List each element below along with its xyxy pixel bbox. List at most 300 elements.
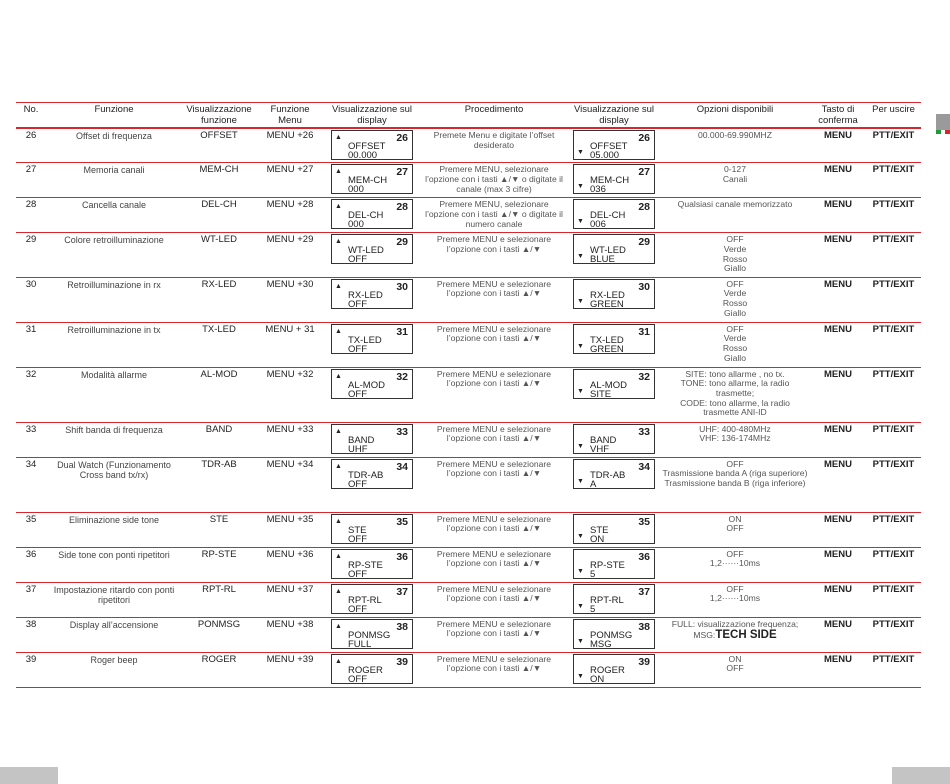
arrow-down-icon: ▼ bbox=[577, 149, 584, 157]
menu-function: MENU +34 bbox=[256, 457, 324, 512]
row-number: 33 bbox=[16, 422, 46, 457]
lcd-channel: 30 bbox=[638, 280, 650, 293]
options-available bbox=[660, 582, 810, 617]
function-name: Retroilluminazione in tx bbox=[46, 322, 182, 367]
lcd-line-2: 000 bbox=[348, 184, 364, 196]
lcd-result-cell bbox=[568, 617, 660, 652]
italian-flag-icon bbox=[936, 130, 950, 134]
lcd-channel: 28 bbox=[396, 201, 408, 214]
page-corner-right bbox=[892, 767, 950, 784]
row-number: 32 bbox=[16, 367, 46, 422]
lcd-display-initial bbox=[331, 424, 413, 454]
lcd-display-result bbox=[573, 369, 655, 399]
exit-key: PTT/EXIT bbox=[866, 582, 921, 617]
function-name: Eliminazione side tone bbox=[46, 512, 182, 547]
display-function: DEL-CH bbox=[182, 198, 256, 233]
lcd-line-2: 5 bbox=[590, 568, 596, 580]
options-available bbox=[660, 457, 810, 512]
lcd-line-1: DEL-CH bbox=[590, 210, 626, 222]
lcd-line-2: 05.000 bbox=[590, 150, 620, 162]
lcd-initial-cell bbox=[324, 457, 420, 512]
lcd-line-2: GREEN bbox=[590, 343, 624, 355]
lcd-line-1: OFFSET bbox=[590, 141, 628, 153]
exit-key: PTT/EXIT bbox=[866, 163, 921, 198]
row-number: 27 bbox=[16, 163, 46, 198]
table-row bbox=[16, 512, 921, 547]
display-function: OFFSET bbox=[182, 128, 256, 163]
function-name: Display all’accensione bbox=[46, 617, 182, 652]
arrow-up-icon: ▲ bbox=[335, 372, 342, 380]
header-options: Opzioni disponibili bbox=[660, 103, 810, 129]
lcd-result-cell bbox=[568, 547, 660, 582]
procedure: Premere MENU e selezionare l’opzione con i tasti ▲/▼ bbox=[420, 547, 568, 582]
procedure: Premere MENU, selezionare l’opzione con i tasti ▲/▼ o digitate il canale (max 3 cifre) bbox=[420, 163, 568, 198]
lcd-line-1: RPT-RL bbox=[590, 594, 624, 606]
lcd-line-2: OFF bbox=[348, 298, 367, 310]
lcd-channel: 37 bbox=[638, 585, 650, 598]
menu-function: MENU + 31 bbox=[256, 322, 324, 367]
menu-functions-table bbox=[16, 102, 921, 688]
function-name: Dual Watch (Funzionamento Cross band tx/rx) bbox=[46, 457, 182, 512]
options-text: SITE: tono allarme , no tx. TONE: tono allarme, la radio trasmette; CODE: tono allarme, la radio trasmette ANI-ID bbox=[680, 368, 790, 418]
arrow-down-icon: ▼ bbox=[577, 218, 584, 226]
lcd-line-2: OFF bbox=[348, 533, 367, 545]
confirm-key: MENU bbox=[810, 367, 866, 422]
table-row bbox=[16, 652, 921, 687]
options-highlight: TECH SIDE bbox=[715, 629, 777, 642]
lcd-display-result bbox=[573, 279, 655, 309]
arrow-up-icon: ▲ bbox=[335, 587, 342, 595]
options-available bbox=[660, 367, 810, 422]
exit-key: PTT/EXIT bbox=[866, 652, 921, 687]
confirm-key: MENU bbox=[810, 457, 866, 512]
options-available bbox=[660, 198, 810, 233]
options-text: ON OFF bbox=[726, 513, 744, 534]
menu-function: MENU +27 bbox=[256, 163, 324, 198]
arrow-down-icon: ▼ bbox=[577, 602, 584, 610]
arrow-up-icon: ▲ bbox=[335, 238, 342, 246]
exit-key: PTT/EXIT bbox=[866, 547, 921, 582]
function-name: Roger beep bbox=[46, 652, 182, 687]
table-row bbox=[16, 582, 921, 617]
confirm-key: MENU bbox=[810, 233, 866, 278]
function-name: Impostazione ritardo con ponti ripetitori bbox=[46, 582, 182, 617]
lcd-line-1: TDR-AB bbox=[590, 469, 626, 481]
lcd-line-2: FULL bbox=[348, 638, 372, 650]
lcd-channel: 29 bbox=[396, 236, 408, 249]
lcd-channel: 32 bbox=[638, 370, 650, 383]
confirm-key: MENU bbox=[810, 512, 866, 547]
table-header-row bbox=[16, 103, 921, 129]
procedure: Premete Menu e digitate l’offset desiderato bbox=[420, 128, 568, 163]
table-row bbox=[16, 128, 921, 163]
options-text: Qualsiasi canale memorizzato bbox=[677, 199, 793, 210]
lcd-display-result bbox=[573, 324, 655, 354]
lcd-line-1: RPT-RL bbox=[348, 594, 382, 606]
lcd-result-cell bbox=[568, 367, 660, 422]
arrow-down-icon: ▼ bbox=[577, 253, 584, 261]
table-row bbox=[16, 367, 921, 422]
exit-key: PTT/EXIT bbox=[866, 277, 921, 322]
options-text: OFF Verde Rosso Giallo bbox=[722, 278, 748, 318]
lcd-line-1: PONMSG bbox=[590, 629, 633, 641]
lcd-display-initial bbox=[331, 130, 413, 160]
display-function: RPT-RL bbox=[182, 582, 256, 617]
function-name: Side tone con ponti ripetitori bbox=[46, 547, 182, 582]
arrow-down-icon: ▼ bbox=[577, 342, 584, 350]
row-number: 36 bbox=[16, 547, 46, 582]
menu-function: MENU +38 bbox=[256, 617, 324, 652]
header-display-function: Visualizzazione funzione bbox=[182, 103, 256, 129]
confirm-key: MENU bbox=[810, 163, 866, 198]
lcd-initial-cell bbox=[324, 422, 420, 457]
lcd-display-result bbox=[573, 549, 655, 579]
lcd-channel: 31 bbox=[396, 325, 408, 338]
lcd-line-1: BAND bbox=[348, 434, 375, 446]
function-name: Offset di frequenza bbox=[46, 128, 182, 163]
lcd-display-initial bbox=[331, 619, 413, 649]
lcd-channel: 37 bbox=[396, 585, 408, 598]
lcd-line-2: 006 bbox=[590, 219, 606, 231]
procedure: Premere MENU e selezionare l’opzione con i tasti ▲/▼ bbox=[420, 617, 568, 652]
lcd-line-1: BAND bbox=[590, 434, 617, 446]
lcd-result-cell bbox=[568, 512, 660, 547]
lcd-initial-cell bbox=[324, 652, 420, 687]
confirm-key: MENU bbox=[810, 652, 866, 687]
lcd-line-2: 036 bbox=[590, 184, 606, 196]
menu-function: MENU +36 bbox=[256, 547, 324, 582]
header-menu-function: Funzione Menu bbox=[256, 103, 324, 129]
procedure: Premere MENU e selezionare l’opzione con i tasti ▲/▼ bbox=[420, 422, 568, 457]
function-name: Modalità allarme bbox=[46, 367, 182, 422]
function-name: Shift banda di frequenza bbox=[46, 422, 182, 457]
lcd-initial-cell bbox=[324, 322, 420, 367]
lcd-line-1: TDR-AB bbox=[348, 469, 384, 481]
lcd-result-cell bbox=[568, 128, 660, 163]
lcd-result-cell bbox=[568, 422, 660, 457]
table-row bbox=[16, 198, 921, 233]
lcd-display-initial bbox=[331, 324, 413, 354]
lcd-channel: 35 bbox=[396, 515, 408, 528]
display-function: AL-MOD bbox=[182, 367, 256, 422]
display-function: STE bbox=[182, 512, 256, 547]
lcd-line-2: GREEN bbox=[590, 298, 624, 310]
function-name: Memoria canali bbox=[46, 163, 182, 198]
lcd-display-initial bbox=[331, 654, 413, 684]
exit-key: PTT/EXIT bbox=[866, 128, 921, 163]
function-name: Retroilluminazione in rx bbox=[46, 277, 182, 322]
arrow-up-icon: ▲ bbox=[335, 657, 342, 665]
lcd-line-1: DEL-CH bbox=[348, 210, 384, 222]
lcd-channel: 28 bbox=[638, 201, 650, 214]
exit-key: PTT/EXIT bbox=[866, 512, 921, 547]
lcd-channel: 33 bbox=[396, 425, 408, 438]
lcd-display-initial bbox=[331, 234, 413, 264]
lcd-channel: 39 bbox=[638, 655, 650, 668]
lcd-initial-cell bbox=[324, 277, 420, 322]
options-available bbox=[660, 322, 810, 367]
lcd-initial-cell bbox=[324, 617, 420, 652]
lcd-display-result bbox=[573, 164, 655, 194]
row-number: 28 bbox=[16, 198, 46, 233]
arrow-up-icon: ▲ bbox=[335, 203, 342, 211]
menu-function: MENU +29 bbox=[256, 233, 324, 278]
arrow-up-icon: ▲ bbox=[335, 327, 342, 335]
options-text: OFF 1,2······10ms bbox=[709, 548, 761, 569]
table-row bbox=[16, 233, 921, 278]
row-number: 31 bbox=[16, 322, 46, 367]
lcd-line-1: OFFSET bbox=[348, 141, 386, 153]
lcd-line-2: ON bbox=[590, 533, 605, 545]
lcd-display-result bbox=[573, 619, 655, 649]
options-text: 00.000-69.990MHZ bbox=[697, 130, 773, 141]
row-number: 34 bbox=[16, 457, 46, 512]
lcd-display-result bbox=[573, 130, 655, 160]
options-available bbox=[660, 547, 810, 582]
table-row bbox=[16, 277, 921, 322]
options-available bbox=[660, 652, 810, 687]
lcd-result-cell bbox=[568, 233, 660, 278]
arrow-down-icon: ▼ bbox=[577, 637, 584, 645]
lcd-channel: 26 bbox=[638, 132, 650, 145]
lcd-channel: 34 bbox=[638, 460, 650, 473]
display-function: ROGER bbox=[182, 652, 256, 687]
menu-function: MENU +28 bbox=[256, 198, 324, 233]
lcd-channel: 27 bbox=[638, 166, 650, 179]
lcd-line-2: OFF bbox=[348, 388, 367, 400]
lcd-display-initial bbox=[331, 584, 413, 614]
lcd-line-2: SITE bbox=[590, 388, 612, 400]
confirm-key: MENU bbox=[810, 322, 866, 367]
exit-key: PTT/EXIT bbox=[866, 422, 921, 457]
lcd-line-1: WT-LED bbox=[348, 245, 384, 257]
arrow-up-icon: ▲ bbox=[335, 622, 342, 630]
options-text: FULL: visualizzazione frequenza; MSG: bbox=[671, 618, 799, 641]
options-text: 0-127 Canali bbox=[722, 164, 748, 184]
lcd-line-2: ON bbox=[590, 673, 605, 685]
page-edge-tab bbox=[936, 114, 950, 130]
menu-function: MENU +37 bbox=[256, 582, 324, 617]
header-confirm-key: Tasto di conferma bbox=[810, 103, 866, 129]
table-row bbox=[16, 163, 921, 198]
procedure: Premere MENU e selezionare l’opzione con i tasti ▲/▼ bbox=[420, 512, 568, 547]
lcd-channel: 33 bbox=[638, 425, 650, 438]
header-procedure: Procedimento bbox=[420, 103, 568, 129]
arrow-down-icon: ▼ bbox=[577, 567, 584, 575]
lcd-display-initial bbox=[331, 164, 413, 194]
menu-function: MENU +33 bbox=[256, 422, 324, 457]
display-function: MEM-CH bbox=[182, 163, 256, 198]
lcd-channel: 31 bbox=[638, 325, 650, 338]
lcd-channel: 35 bbox=[638, 515, 650, 528]
procedure: Premere MENU e selezionare l’opzione con i tasti ▲/▼ bbox=[420, 277, 568, 322]
confirm-key: MENU bbox=[810, 617, 866, 652]
row-number: 39 bbox=[16, 652, 46, 687]
lcd-line-2: OFF bbox=[348, 568, 367, 580]
table-row bbox=[16, 617, 921, 652]
lcd-line-1: AL-MOD bbox=[590, 379, 627, 391]
arrow-up-icon: ▲ bbox=[335, 168, 342, 176]
confirm-key: MENU bbox=[810, 547, 866, 582]
options-available bbox=[660, 617, 810, 652]
lcd-result-cell bbox=[568, 163, 660, 198]
options-text: UHF: 400-480MHz VHF: 136-174MHz bbox=[699, 423, 771, 444]
lcd-line-1: TX-LED bbox=[590, 334, 624, 346]
menu-function: MENU +39 bbox=[256, 652, 324, 687]
confirm-key: MENU bbox=[810, 198, 866, 233]
lcd-initial-cell bbox=[324, 547, 420, 582]
lcd-line-2: 000 bbox=[348, 219, 364, 231]
confirm-key: MENU bbox=[810, 128, 866, 163]
options-available bbox=[660, 512, 810, 547]
procedure: Premere MENU e selezionare l’opzione con i tasti ▲/▼ bbox=[420, 652, 568, 687]
table-row bbox=[16, 422, 921, 457]
display-function: RP-STE bbox=[182, 547, 256, 582]
lcd-display-initial bbox=[331, 459, 413, 489]
procedure: Premere MENU e selezionare l’opzione con i tasti ▲/▼ bbox=[420, 233, 568, 278]
procedure: Premere MENU e selezionare l’opzione con i tasti ▲/▼ bbox=[420, 367, 568, 422]
arrow-up-icon: ▲ bbox=[335, 134, 342, 142]
lcd-line-1: AL-MOD bbox=[348, 379, 385, 391]
lcd-display-initial bbox=[331, 369, 413, 399]
lcd-initial-cell bbox=[324, 582, 420, 617]
lcd-line-1: STE bbox=[348, 524, 367, 536]
table-row bbox=[16, 322, 921, 367]
lcd-line-1: WT-LED bbox=[590, 245, 626, 257]
arrow-down-icon: ▼ bbox=[577, 387, 584, 395]
lcd-channel: 26 bbox=[396, 132, 408, 145]
lcd-line-2: VHF bbox=[590, 443, 609, 455]
display-function: TDR-AB bbox=[182, 457, 256, 512]
display-function: TX-LED bbox=[182, 322, 256, 367]
lcd-line-2: OFF bbox=[348, 673, 367, 685]
header-lcd-result: Visualizzazione sul display bbox=[568, 103, 660, 129]
confirm-key: MENU bbox=[810, 582, 866, 617]
lcd-display-result bbox=[573, 654, 655, 684]
lcd-initial-cell bbox=[324, 367, 420, 422]
display-function: BAND bbox=[182, 422, 256, 457]
lcd-result-cell bbox=[568, 582, 660, 617]
procedure: Premere MENU e selezionare l’opzione con i tasti ▲/▼ bbox=[420, 457, 568, 512]
lcd-result-cell bbox=[568, 457, 660, 512]
exit-key: PTT/EXIT bbox=[866, 233, 921, 278]
display-function: PONMSG bbox=[182, 617, 256, 652]
arrow-up-icon: ▲ bbox=[335, 517, 342, 525]
lcd-line-2: OFF bbox=[348, 254, 367, 266]
lcd-channel: 38 bbox=[638, 620, 650, 633]
lcd-channel: 34 bbox=[396, 460, 408, 473]
arrow-up-icon: ▲ bbox=[335, 462, 342, 470]
row-number: 29 bbox=[16, 233, 46, 278]
lcd-line-2: MSG bbox=[590, 638, 612, 650]
row-number: 35 bbox=[16, 512, 46, 547]
lcd-line-1: PONMSG bbox=[348, 629, 391, 641]
lcd-channel: 38 bbox=[396, 620, 408, 633]
lcd-line-1: ROGER bbox=[348, 664, 383, 676]
display-function: RX-LED bbox=[182, 277, 256, 322]
lcd-line-2: OFF bbox=[348, 343, 367, 355]
arrow-down-icon: ▼ bbox=[577, 477, 584, 485]
lcd-line-2: OFF bbox=[348, 603, 367, 615]
lcd-initial-cell bbox=[324, 512, 420, 547]
lcd-line-1: RX-LED bbox=[590, 289, 625, 301]
menu-function: MENU +35 bbox=[256, 512, 324, 547]
display-function: WT-LED bbox=[182, 233, 256, 278]
row-number: 30 bbox=[16, 277, 46, 322]
options-text: OFF 1,2······10ms bbox=[709, 583, 761, 604]
table-row bbox=[16, 547, 921, 582]
lcd-display-result bbox=[573, 584, 655, 614]
options-text: OFF Trasmissione banda A (riga superiore) Trasmissione banda B (riga inferiore) bbox=[662, 458, 808, 488]
lcd-channel: 39 bbox=[396, 655, 408, 668]
lcd-channel: 32 bbox=[396, 370, 408, 383]
lcd-line-2: OFF bbox=[348, 478, 367, 490]
lcd-channel: 30 bbox=[396, 280, 408, 293]
header-no: No. bbox=[16, 103, 46, 129]
arrow-down-icon: ▼ bbox=[577, 442, 584, 450]
menu-function: MENU +30 bbox=[256, 277, 324, 322]
lcd-initial-cell bbox=[324, 163, 420, 198]
arrow-down-icon: ▼ bbox=[577, 532, 584, 540]
lcd-line-2: UHF bbox=[348, 443, 368, 455]
lcd-display-result bbox=[573, 514, 655, 544]
row-number: 38 bbox=[16, 617, 46, 652]
arrow-down-icon: ▼ bbox=[577, 183, 584, 191]
lcd-initial-cell bbox=[324, 198, 420, 233]
lcd-line-1: TX-LED bbox=[348, 334, 382, 346]
lcd-result-cell bbox=[568, 277, 660, 322]
lcd-line-2: 00.000 bbox=[348, 150, 378, 162]
exit-key: PTT/EXIT bbox=[866, 617, 921, 652]
exit-key: PTT/EXIT bbox=[866, 367, 921, 422]
arrow-down-icon: ▼ bbox=[577, 672, 584, 680]
options-text: OFF Verde Rosso Giallo bbox=[722, 323, 748, 363]
confirm-key: MENU bbox=[810, 422, 866, 457]
arrow-up-icon: ▲ bbox=[335, 282, 342, 290]
procedure: Premere MENU e selezionare l’opzione con i tasti ▲/▼ bbox=[420, 322, 568, 367]
options-available bbox=[660, 163, 810, 198]
arrow-down-icon: ▼ bbox=[577, 297, 584, 305]
lcd-channel: 29 bbox=[638, 236, 650, 249]
lcd-display-result bbox=[573, 199, 655, 229]
menu-function: MENU +32 bbox=[256, 367, 324, 422]
lcd-display-result bbox=[573, 459, 655, 489]
lcd-result-cell bbox=[568, 198, 660, 233]
lcd-display-initial bbox=[331, 199, 413, 229]
lcd-result-cell bbox=[568, 652, 660, 687]
lcd-display-result bbox=[573, 234, 655, 264]
lcd-line-2: A bbox=[590, 478, 597, 490]
options-available bbox=[660, 233, 810, 278]
lcd-initial-cell bbox=[324, 233, 420, 278]
lcd-initial-cell bbox=[324, 128, 420, 163]
lcd-line-1: STE bbox=[590, 524, 609, 536]
function-name: Colore retroilluminazione bbox=[46, 233, 182, 278]
lcd-line-1: ROGER bbox=[590, 664, 625, 676]
row-number: 26 bbox=[16, 128, 46, 163]
page-corner-left bbox=[0, 767, 58, 784]
procedure: Premere MENU e selezionare l’opzione con i tasti ▲/▼ bbox=[420, 582, 568, 617]
header-lcd-initial: Visualizzazione sul display bbox=[324, 103, 420, 129]
lcd-line-1: RX-LED bbox=[348, 289, 383, 301]
lcd-display-initial bbox=[331, 514, 413, 544]
function-name: Cancella canale bbox=[46, 198, 182, 233]
lcd-channel: 36 bbox=[396, 550, 408, 563]
exit-key: PTT/EXIT bbox=[866, 457, 921, 512]
header-function: Funzione bbox=[46, 103, 182, 129]
lcd-display-result bbox=[573, 424, 655, 454]
lcd-channel: 27 bbox=[396, 166, 408, 179]
